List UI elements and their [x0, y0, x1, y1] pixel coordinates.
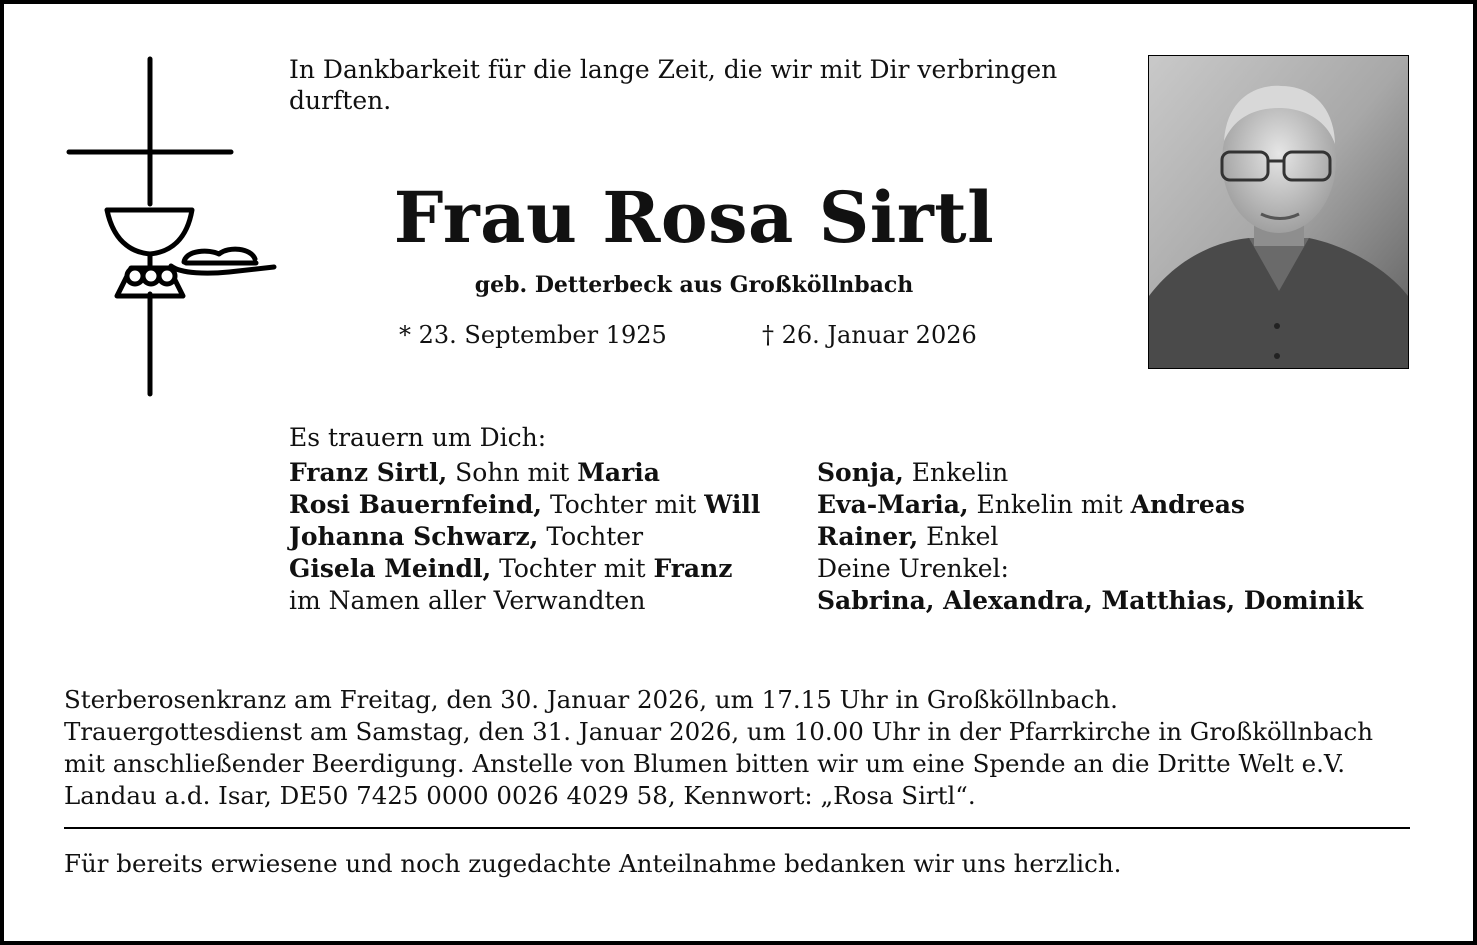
portrait-photo — [1148, 55, 1409, 369]
deceased-name: Frau Rosa Sirtl — [393, 176, 995, 259]
intro-text — [289, 54, 1119, 116]
notice-line-4: Landau a.d. Isar, DE50 7425 0000 0026 4029 58, Kennwort: „Rosa Sirtl“. — [64, 781, 976, 810]
notice-line-3: mit anschließender Beerdigung. Anstelle von Blumen bitten wir um eine Spende an die Dritte Welt e.V. — [64, 749, 1346, 778]
list-item: Eva-Maria, Enkelin mit Andreas — [817, 490, 1245, 519]
notice-line-2: Trauergottesdienst am Samstag, den 31. Januar 2026, um 10.00 Uhr in der Pfarrkirche in Großköllnbach — [64, 717, 1374, 746]
notice-line-1: Sterberosenkranz am Freitag, den 30. Januar 2026, um 17.15 Uhr in Großköllnbach. — [64, 685, 1118, 714]
mourners-heading: Es trauern um Dich: — [289, 423, 547, 452]
list-item: Rainer, Enkel — [817, 522, 999, 551]
mourners-left-list — [289, 457, 760, 617]
birth-date: * 23. September 1925 — [399, 321, 667, 349]
list-item: im Namen aller Verwandten — [289, 586, 646, 615]
birth-name: geb. Detterbeck aus Großköllnbach — [474, 272, 914, 298]
list-item: Gisela Meindl, Tochter mit Franz — [289, 554, 733, 583]
mourners-right-list — [817, 457, 1363, 617]
divider — [64, 827, 1410, 829]
list-item: Rosi Bauernfeind, Tochter mit Will — [289, 490, 761, 519]
intro-line-1: In Dankbarkeit für die lange Zeit, die wir mit Dir verbringen — [289, 55, 1058, 84]
funeral-notice — [64, 684, 1424, 812]
intro-line-2: durften. — [289, 86, 392, 115]
list-item: Johanna Schwarz, Tochter — [289, 522, 644, 551]
list-item: Sonja, Enkelin — [817, 458, 1009, 487]
list-item: Franz Sirtl, Sohn mit Maria — [289, 458, 660, 487]
list-item: Sabrina, Alexandra, Matthias, Dominik — [817, 586, 1364, 615]
thanks-text: Für bereits erwiesene und noch zugedachte Anteilnahme bedanken wir uns herzlich. — [64, 849, 1122, 878]
list-item: Deine Urenkel: — [817, 554, 1009, 583]
cross-chalice-bread-icon — [59, 54, 284, 404]
death-date: † 26. Januar 2026 — [762, 321, 977, 349]
